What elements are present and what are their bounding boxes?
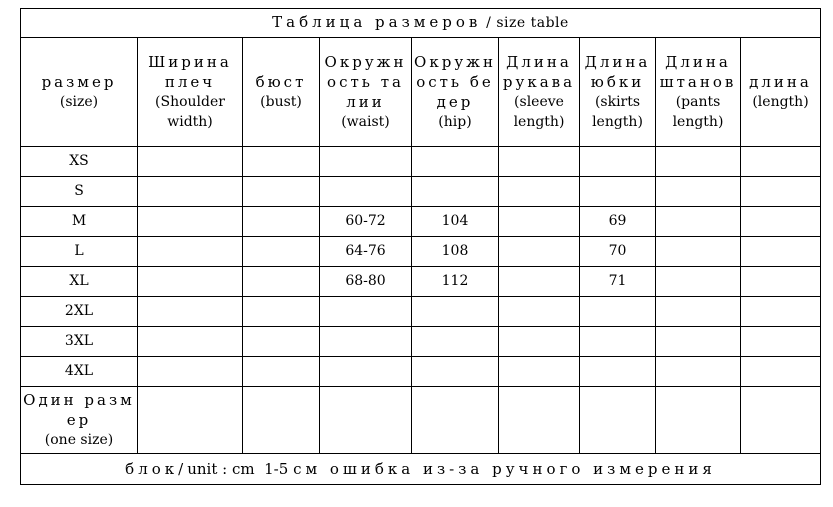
header-shoulder-en: (Shoulder width)	[155, 94, 225, 130]
size-cell: 2XL	[21, 297, 138, 327]
hip-cell: 112	[412, 267, 499, 297]
pants-cell	[656, 207, 741, 237]
waist-cell: 64-76	[320, 237, 412, 267]
size-cell: L	[21, 237, 138, 267]
header-hip-ru: Окружность бедер	[414, 53, 496, 111]
length-cell	[741, 147, 821, 177]
footer-unit-ru: блок/	[125, 459, 188, 478]
table-title-en: / size table	[486, 15, 569, 32]
sleeve-cell	[499, 177, 580, 207]
header-bust-en: (bust)	[260, 94, 302, 110]
header-skirt	[580, 38, 656, 147]
header-sleeve-ru: Длина рукава	[502, 53, 576, 91]
length-cell	[741, 267, 821, 297]
sleeve-cell	[499, 207, 580, 237]
size-cell: XL	[21, 267, 138, 297]
table-footer	[21, 454, 821, 485]
sleeve-cell	[499, 297, 580, 327]
footer-range: 1-5	[264, 459, 289, 478]
shoulder-cell	[138, 267, 243, 297]
shoulder-cell	[138, 207, 243, 237]
bust-cell	[243, 237, 320, 267]
table-footer-row	[21, 454, 821, 485]
waist-cell	[320, 297, 412, 327]
header-length	[741, 38, 821, 147]
skirt-cell	[580, 327, 656, 357]
header-shoulder-ru: Ширина плеч	[148, 53, 232, 91]
table-row-one-size	[21, 387, 821, 454]
hip-cell	[412, 387, 499, 454]
pants-cell	[656, 147, 741, 177]
table-row	[21, 177, 821, 207]
header-waist-en: (waist)	[341, 114, 390, 130]
length-cell	[741, 237, 821, 267]
bust-cell	[243, 207, 320, 237]
table-header-row	[21, 38, 821, 147]
skirt-cell	[580, 357, 656, 387]
length-cell	[741, 327, 821, 357]
shoulder-cell	[138, 147, 243, 177]
one-size-ru: Один размер	[23, 391, 135, 429]
table-row	[21, 267, 821, 297]
table-row	[21, 147, 821, 177]
length-cell	[741, 177, 821, 207]
table-row	[21, 207, 821, 237]
bust-cell	[243, 177, 320, 207]
size-table	[20, 8, 821, 485]
shoulder-cell	[138, 297, 243, 327]
header-size-en: (size)	[59, 94, 99, 110]
pants-cell	[656, 267, 741, 297]
pants-cell	[656, 327, 741, 357]
waist-cell	[320, 147, 412, 177]
length-cell	[741, 357, 821, 387]
length-cell	[741, 207, 821, 237]
header-skirt-en: (skirts length)	[592, 94, 643, 130]
header-pants-ru: Длина штанов	[659, 53, 737, 91]
length-cell	[741, 387, 821, 454]
hip-cell	[412, 177, 499, 207]
header-bust	[243, 38, 320, 147]
header-hip-en: (hip)	[438, 114, 472, 130]
table-title	[21, 9, 821, 38]
pants-cell	[656, 357, 741, 387]
pants-cell	[656, 237, 741, 267]
pants-cell	[656, 297, 741, 327]
bust-cell	[243, 357, 320, 387]
sleeve-cell	[499, 327, 580, 357]
size-table-container	[20, 8, 820, 485]
waist-cell	[320, 327, 412, 357]
size-cell: S	[21, 177, 138, 207]
hip-cell	[412, 357, 499, 387]
header-waist	[320, 38, 412, 147]
size-cell: 3XL	[21, 327, 138, 357]
header-pants	[656, 38, 741, 147]
shoulder-cell	[138, 177, 243, 207]
skirt-cell	[580, 147, 656, 177]
header-waist-ru: Окружность талии	[324, 53, 407, 111]
size-cell: M	[21, 207, 138, 237]
skirt-cell	[580, 387, 656, 454]
one-size-cell	[21, 387, 138, 454]
length-cell	[741, 297, 821, 327]
hip-cell: 104	[412, 207, 499, 237]
table-row	[21, 237, 821, 267]
bust-cell	[243, 387, 320, 454]
shoulder-cell	[138, 357, 243, 387]
table-row	[21, 327, 821, 357]
pants-cell	[656, 387, 741, 454]
skirt-cell	[580, 297, 656, 327]
bust-cell	[243, 297, 320, 327]
table-title-ru: Таблица размеров	[272, 13, 482, 32]
table-title-row	[21, 9, 821, 38]
waist-cell: 60-72	[320, 207, 412, 237]
shoulder-cell	[138, 387, 243, 454]
header-skirt-ru: Длина юбки	[584, 53, 651, 91]
sleeve-cell	[499, 387, 580, 454]
sleeve-cell	[499, 147, 580, 177]
hip-cell	[412, 147, 499, 177]
size-cell: 4XL	[21, 357, 138, 387]
footer-note-ru: см ошибка из-за ручного измерения	[293, 459, 716, 478]
header-bust-ru: бюст	[255, 73, 307, 91]
bust-cell	[243, 267, 320, 297]
pants-cell	[656, 177, 741, 207]
skirt-cell	[580, 177, 656, 207]
header-length-ru: длина	[749, 73, 812, 91]
skirt-cell: 71	[580, 267, 656, 297]
sleeve-cell	[499, 357, 580, 387]
waist-cell	[320, 177, 412, 207]
bust-cell	[243, 147, 320, 177]
skirt-cell: 70	[580, 237, 656, 267]
header-hip	[412, 38, 499, 147]
header-sleeve	[499, 38, 580, 147]
footer-unit-en: unit : cm	[187, 459, 255, 478]
waist-cell: 68-80	[320, 267, 412, 297]
shoulder-cell	[138, 327, 243, 357]
header-sleeve-en: (sleeve length)	[513, 94, 565, 130]
hip-cell: 108	[412, 237, 499, 267]
header-size-ru: размер	[41, 73, 117, 91]
hip-cell	[412, 327, 499, 357]
shoulder-cell	[138, 237, 243, 267]
header-pants-en: (pants length)	[672, 94, 724, 130]
table-row	[21, 357, 821, 387]
header-length-en: (length)	[752, 94, 809, 110]
header-shoulder	[138, 38, 243, 147]
header-size	[21, 38, 138, 147]
sleeve-cell	[499, 267, 580, 297]
waist-cell	[320, 357, 412, 387]
hip-cell	[412, 297, 499, 327]
bust-cell	[243, 327, 320, 357]
size-cell: XS	[21, 147, 138, 177]
waist-cell	[320, 387, 412, 454]
table-row	[21, 297, 821, 327]
skirt-cell: 69	[580, 207, 656, 237]
sleeve-cell	[499, 237, 580, 267]
one-size-en: (one size)	[44, 432, 114, 448]
